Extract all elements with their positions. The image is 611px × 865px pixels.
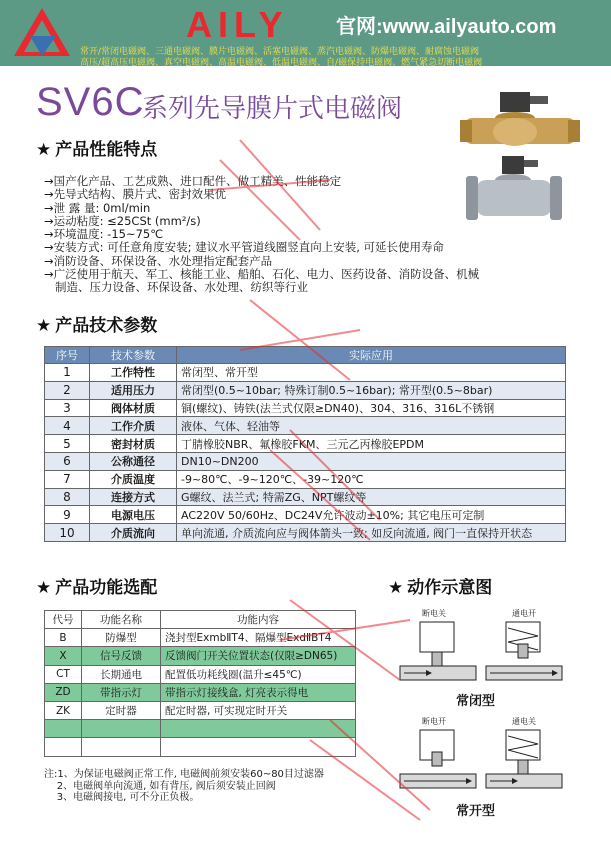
no-on-label: 通电关 [512, 717, 536, 726]
nc-valve-diagram [396, 620, 566, 684]
column-header: 功能内容 [161, 611, 356, 629]
table-row [45, 738, 356, 756]
option-name [82, 738, 161, 756]
option-content: 反馈阀门开关位置状态(仅限≥DN65) [161, 647, 356, 665]
option-content: 浇封型ExmbⅡT4、隔爆型ExdⅡBT4 [161, 629, 356, 647]
website-link[interactable]: 官网:www.ailyauto.com [336, 16, 557, 38]
table-row [45, 720, 356, 738]
row-number: 10 [45, 524, 90, 542]
option-name: 定时器 [82, 701, 161, 719]
option-code [45, 720, 82, 738]
feature-item: →安装方式: 可任意角度安装; 建议水平管道线圈竖直向上安装, 可延长使用寿命 [44, 240, 445, 255]
tech-table [44, 346, 566, 542]
table-row [45, 381, 566, 399]
param-value: 液体、气体、轻油等 [177, 417, 566, 435]
no-off-label: 断电开 [422, 717, 446, 726]
func-heading: ★ 产品功能选配 [36, 578, 158, 598]
param-value: DN10~DN200 [177, 452, 566, 470]
table-header-row [45, 347, 566, 364]
option-name: 防爆型 [82, 629, 161, 647]
option-code: B [45, 629, 82, 647]
nc-on-label: 通电开 [512, 609, 536, 618]
table-row [45, 417, 566, 435]
diagram-heading: ★ 动作示意图 [388, 578, 493, 598]
option-content [161, 720, 356, 738]
table-row [45, 524, 566, 542]
row-number: 5 [45, 435, 90, 453]
option-content: 配定时器, 可实现定时开关 [161, 701, 356, 719]
tech-heading: ★ 产品技术参数 [36, 316, 158, 336]
star-icon: ★ [36, 316, 52, 336]
features-list [44, 175, 564, 295]
row-number: 9 [45, 506, 90, 524]
param-name: 公称通径 [90, 452, 177, 470]
row-number: 7 [45, 470, 90, 488]
option-name: 带指示灯 [82, 683, 161, 701]
param-name: 密封材质 [90, 435, 177, 453]
param-name: 连接方式 [90, 488, 177, 506]
option-code: X [45, 647, 82, 665]
table-header-row [45, 611, 356, 629]
table-row [45, 364, 566, 382]
features-heading: ★ 产品性能特点 [36, 140, 158, 160]
param-name: 工作特性 [90, 364, 177, 382]
option-content: 配置低功耗线圈(温升≤45℃) [161, 665, 356, 683]
option-code [45, 738, 82, 756]
no-type-label: 常开型 [456, 804, 496, 819]
option-content [161, 738, 356, 756]
brand-name: AILY [186, 4, 289, 45]
star-icon: ★ [36, 140, 52, 160]
star-icon: ★ [388, 578, 404, 598]
table-row [45, 452, 566, 470]
notes [44, 769, 324, 804]
feature-item: →广泛使用于航天、军工、核能工业、船舶、石化、电力、医药设备、消防设备、机械 [44, 267, 480, 282]
table-row [45, 629, 356, 647]
header-banner [0, 0, 611, 66]
table-row [45, 506, 566, 524]
action-diagram [396, 602, 566, 822]
func-table [44, 610, 356, 757]
column-header: 技术参数 [90, 347, 177, 364]
param-value: 单向流通, 介质流向应与阀体箭头一致; 如反向流通, 阀门一直保持开状态 [177, 524, 566, 542]
column-header: 功能名称 [82, 611, 161, 629]
feature-item: →消防设备、环保设备、水处理指定配套产品 [44, 253, 273, 268]
option-code: ZD [45, 683, 82, 701]
param-value: -9~80℃、-9~120℃、-39~120℃ [177, 470, 566, 488]
feature-item: →泄 露 量: 0ml/min [44, 200, 151, 215]
note-line: 2、电磁阀单向流通, 如有背压, 阀后须安装止回阀 [44, 780, 276, 792]
row-number: 2 [45, 381, 90, 399]
option-content: 带指示灯接线盒, 灯亮表示得电 [161, 683, 356, 701]
param-value: 铜(螺纹)、铸铁(法兰式仅限≥DN40)、304、316、316L不锈钢 [177, 399, 566, 417]
row-number: 8 [45, 488, 90, 506]
feature-item: →国产化产品、工艺成熟、进口配件、做工精美、性能稳定 [44, 174, 342, 188]
row-number: 3 [45, 399, 90, 417]
option-code: ZK [45, 701, 82, 719]
param-value: 常闭型、常开型 [177, 364, 566, 382]
param-value: 常闭型(0.5~10bar; 特殊订制0.5~16bar); 常开型(0.5~8bar) [177, 381, 566, 399]
no-valve-diagram [396, 728, 566, 792]
param-value: 丁腈橡胶NBR、氟橡胶FKM、三元乙丙橡胶EPDM [177, 435, 566, 453]
feature-item: 制造、压力设备、环保设备、水处理、纺织等行业 [44, 280, 308, 295]
option-name: 长期通电 [82, 665, 161, 683]
note-line: 3、电磁阀接电, 可不分正负极。 [44, 792, 200, 803]
table-row [45, 488, 566, 506]
table-row [45, 665, 356, 683]
table-row [45, 701, 356, 719]
feature-item: →环境温度: -15~75℃ [44, 227, 164, 242]
nc-off-label: 断电关 [422, 609, 446, 618]
note-line: 注:1、为保证电磁阀正常工作, 电磁阀前须安装60~80目过滤器 [44, 769, 324, 780]
column-header: 序号 [45, 347, 90, 364]
model-subtitle: 系列先导膜片式电磁阀 [142, 94, 403, 124]
option-name [82, 720, 161, 738]
param-name: 介质流向 [90, 524, 177, 542]
brass-valve-image [460, 92, 580, 154]
option-code: CT [45, 665, 82, 683]
star-icon: ★ [36, 578, 52, 598]
row-number: 4 [45, 417, 90, 435]
table-row [45, 470, 566, 488]
table-row [45, 683, 356, 701]
table-row [45, 647, 356, 665]
param-name: 介质温度 [90, 470, 177, 488]
param-name: 工作介质 [90, 417, 177, 435]
nc-type-label: 常闭型 [456, 694, 496, 709]
aily-logo-icon [12, 6, 72, 60]
option-name: 信号反馈 [82, 647, 161, 665]
param-name: 电源电压 [90, 506, 177, 524]
param-name: 适用压力 [90, 381, 177, 399]
column-header: 代号 [45, 611, 82, 629]
model-title: SV6C [36, 80, 145, 124]
feature-item: →运动粘度: ≤25CSt (mm²/s) [44, 213, 201, 228]
column-header: 实际应用 [177, 347, 566, 364]
row-number: 6 [45, 452, 90, 470]
param-value: G螺纹、法兰式; 特需ZG、NPT螺纹等 [177, 488, 566, 506]
row-number: 1 [45, 364, 90, 382]
param-value: AC220V 50/60Hz、DC24V允许波动±10%; 其它电压可定制 [177, 506, 566, 524]
feature-item: →先导式结构、膜片式、密封效果优 [44, 187, 227, 202]
product-tags-line-1: 常开/常闭电磁阀、三通电磁阀、膜片电磁阀、活塞电磁阀、蒸汽电磁阀、防爆电磁阀、耐腐蚀电磁阀 [80, 47, 480, 57]
param-name: 阀体材质 [90, 399, 177, 417]
product-tags-line-2: 高压/超高压电磁阀、真空电磁阀、高温电磁阀、低温电磁阀、自/磁保持电磁阀、燃气紧急切断电磁阀 [80, 58, 483, 68]
table-row [45, 399, 566, 417]
table-row [45, 435, 566, 453]
